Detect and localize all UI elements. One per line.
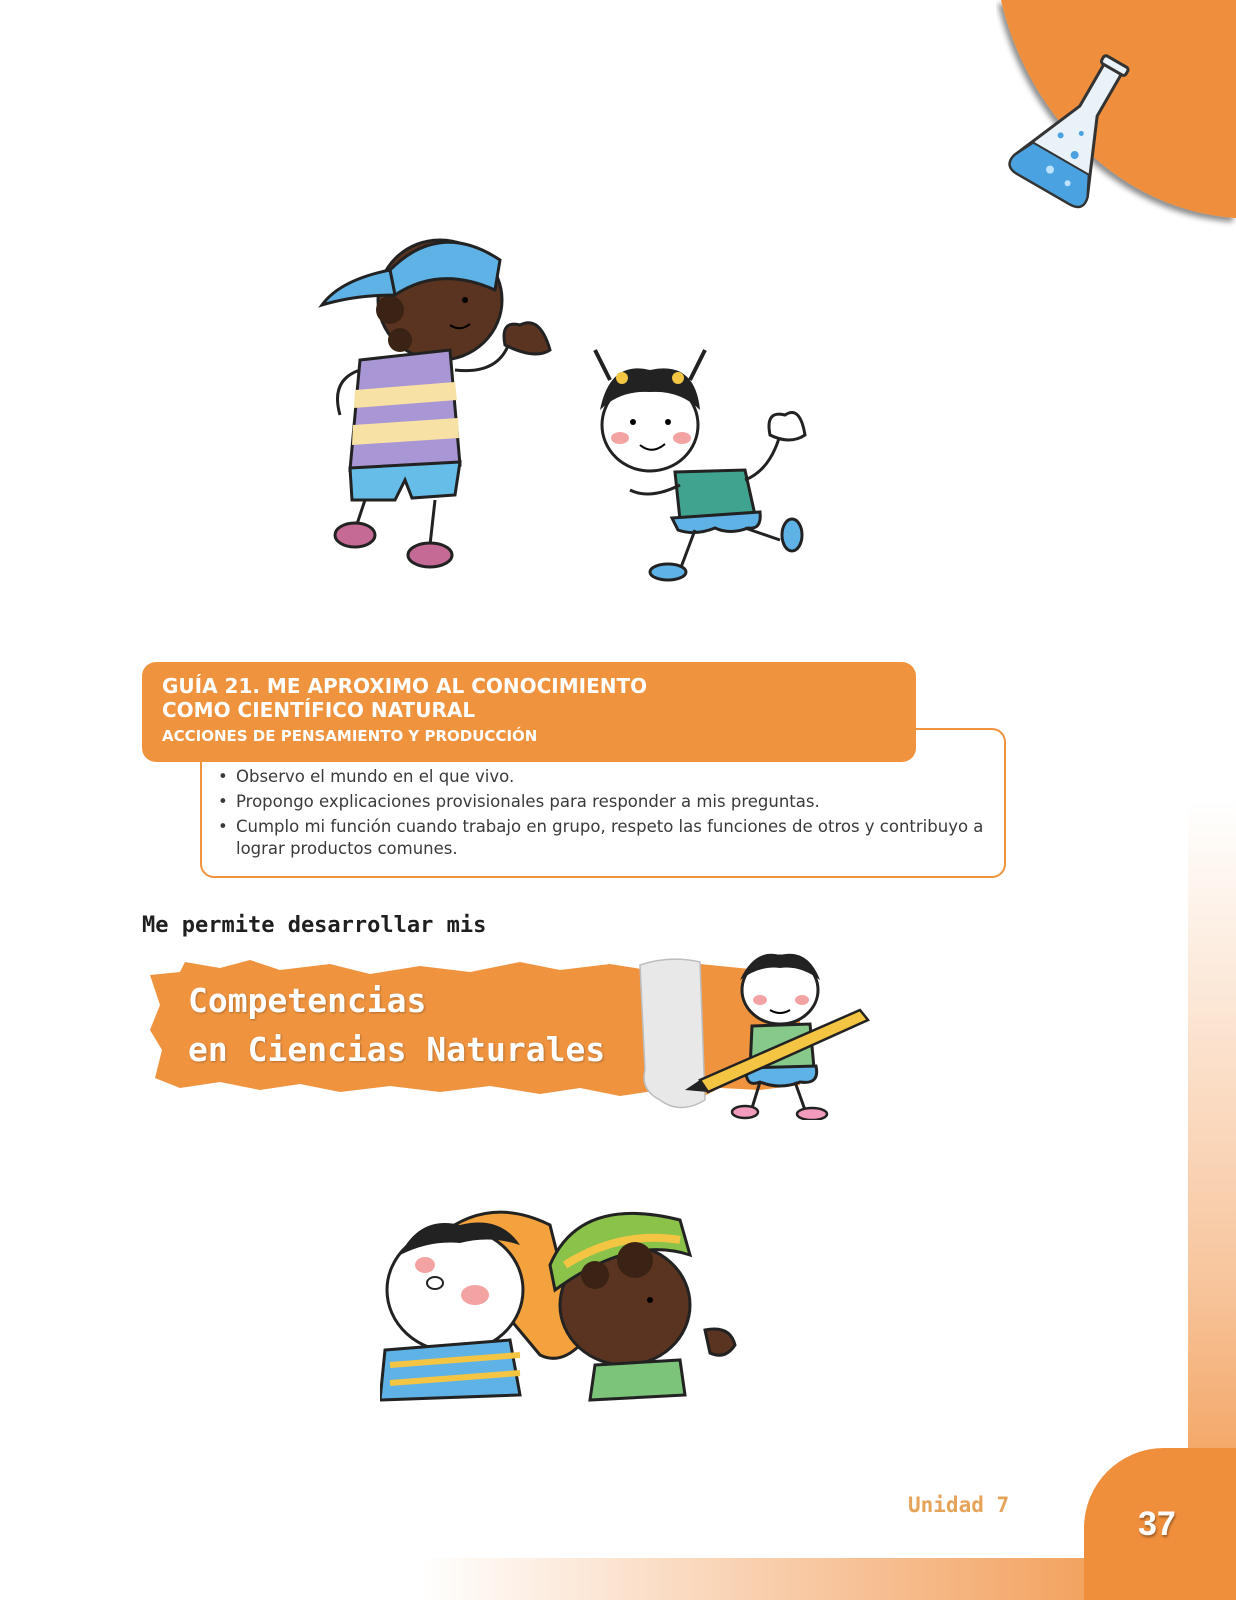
- bullet-icon: •: [218, 817, 228, 836]
- kids-thinking-illustration: [380, 1195, 760, 1425]
- competencias-title: [188, 976, 605, 1074]
- guide-title: [162, 674, 682, 722]
- list-item: • Cumplo mi función cuando trabajo en grupo, respeto las funciones de otros y contribuyo a lograr productos comunes.: [218, 817, 984, 858]
- guide-subtitle: ACCIONES DE PENSAMIENTO Y PRODUCCIÓN: [162, 727, 538, 745]
- girl-running: [595, 350, 805, 580]
- guide-title-line2: COMO CIENTÍFICO NATURAL: [162, 698, 476, 722]
- list-item: • Propongo explicaciones provisionales para responder a mis preguntas.: [218, 792, 820, 811]
- bullet-icon: •: [218, 792, 228, 811]
- list-item: • Observo el mundo en el que vivo.: [218, 767, 515, 786]
- page-number: 37: [1138, 1505, 1176, 1543]
- guide-title-line1: GUÍA 21. ME APROXIMO AL CONOCIMIENTO: [162, 674, 648, 698]
- bullet-icon: •: [218, 767, 228, 786]
- guide-header: [142, 662, 916, 762]
- unit-label: Unidad 7: [908, 1493, 1010, 1517]
- competencias-title-line2: en Ciencias Naturales: [188, 1030, 606, 1069]
- corner-decoration: [996, 0, 1236, 240]
- boy-with-cap: [322, 240, 550, 567]
- competencias-title-line1: Competencias: [188, 981, 427, 1020]
- boy-green-hat: [550, 1213, 735, 1400]
- boy-orange-hat: [380, 1212, 580, 1400]
- competencias-intro: Me permite desarrollar mis: [142, 913, 487, 938]
- guide-bullet-list: [218, 766, 988, 863]
- kids-walking-illustration: [300, 200, 840, 600]
